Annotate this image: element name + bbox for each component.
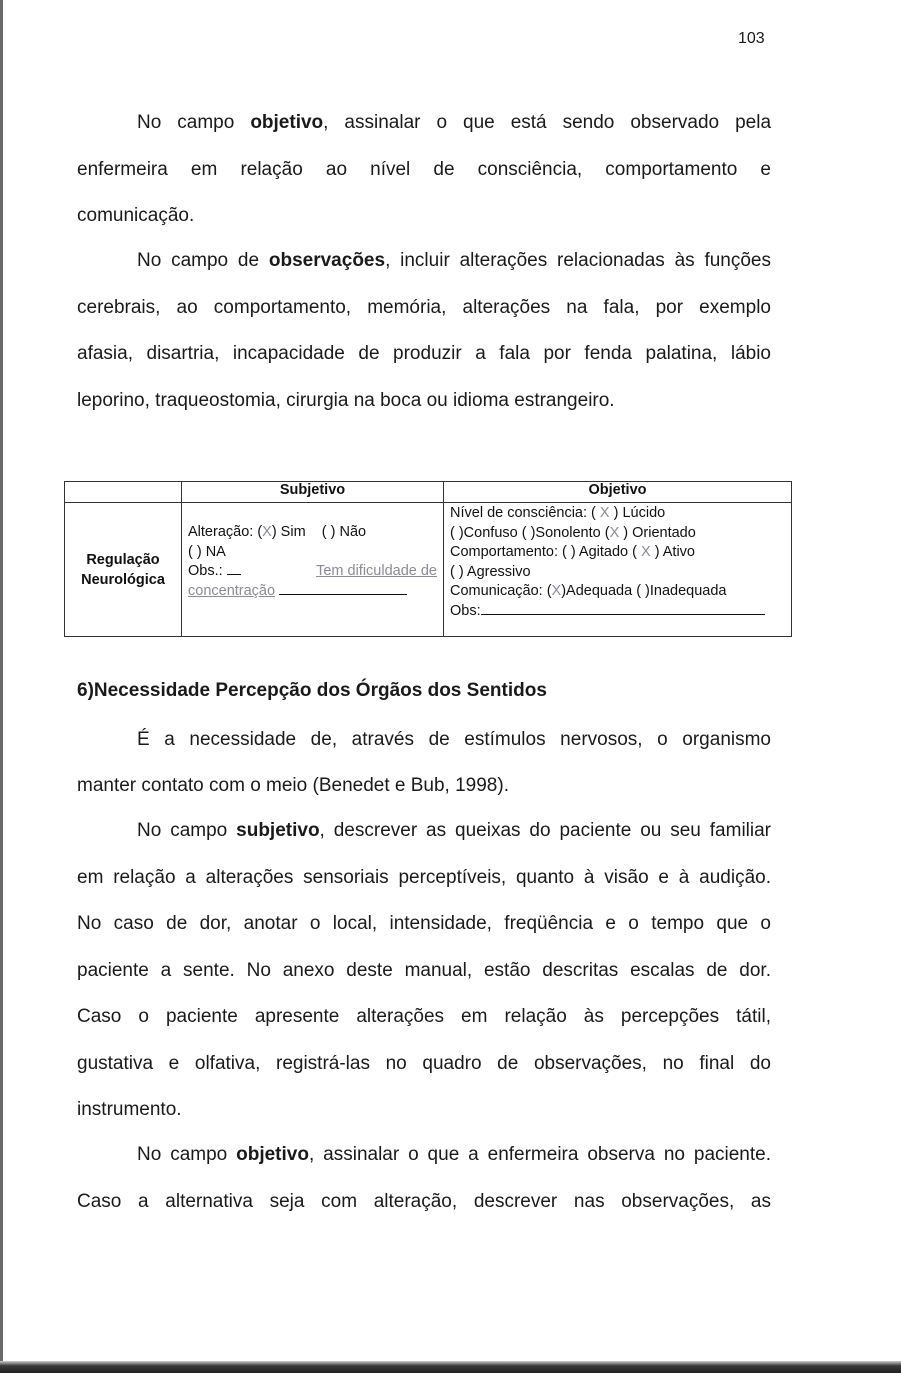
handwritten-mark: X: [599, 505, 610, 521]
scan-left-edge: [0, 0, 3, 1373]
handwritten-mark: X: [262, 524, 272, 540]
text-line: No campo de observações, incluir alterações relacionadas às funções: [137, 250, 771, 271]
text-line: cerebrais, ao comportamento, memória, alterações na fala, por exemplo: [77, 296, 771, 318]
paragraph-objective-observation: [77, 1132, 771, 1225]
text-line: manter contato com o meio (Benedet e Bub, 1998).: [77, 774, 509, 796]
consciousness-options: Nível de consciência: ( X ) Lúcido: [450, 505, 666, 521]
handwritten-obs-text: Tem dificuldade de: [316, 563, 437, 580]
paragraph-observations-field: [77, 238, 771, 424]
paragraph-definition: [77, 717, 771, 808]
consciousness-options-2: ( )Confuso ( )Sonolento (X ) Orientado: [450, 524, 696, 541]
paragraph-objective-field: [77, 100, 771, 240]
subjective-obs-line-2: [188, 582, 437, 602]
table-corner-cell: [65, 482, 182, 503]
text-line: enfermeira em relação ao nível de consciência, comportamento e: [77, 158, 771, 180]
text-line: instrumento.: [77, 1099, 182, 1120]
text-line: Caso a alternativa seja com alteração, descrever nas observações, as: [77, 1190, 771, 1212]
paragraph-subjective-field: [77, 808, 771, 1134]
objective-cell: [444, 503, 792, 637]
section-heading: 6)Necessidade Percepção dos Órgãos dos Sentidos: [77, 680, 547, 701]
behavior-options-2: ( ) Agressivo: [450, 563, 531, 580]
neurological-regulation-table: [64, 481, 792, 637]
page-number: 103: [738, 30, 765, 47]
handwritten-mark: X: [641, 544, 651, 561]
text-line: No campo objetivo, assinalar o que a enfermeira observa no paciente.: [137, 1144, 771, 1165]
na-option: ( ) NA: [188, 543, 226, 560]
text-line: em relação a alterações sensoriais perceptíveis, quanto à visão e à audição.: [77, 866, 771, 888]
text-line: afasia, disartria, incapacidade de produzir a fala por fenda palatina, lábio: [77, 343, 771, 364]
text-line: No campo objetivo, assinalar o que está sendo observado pela: [137, 112, 772, 133]
scan-bottom-edge: [0, 1361, 901, 1373]
behavior-options: Comportamento: ( ) Agitado ( X ) Ativo: [450, 544, 695, 561]
text-line: No campo subjetivo, descrever as queixas do paciente ou seu familiar: [137, 820, 772, 841]
handwritten-obs-text: concentração: [188, 582, 276, 599]
text-line: É a necessidade de, através de estímulos nervosos, o organismo: [137, 729, 771, 750]
handwritten-mark: X: [609, 524, 620, 541]
text-line: Caso o paciente apresente alterações em relação às percepções tátil,: [77, 1006, 771, 1027]
communication-options: Comunicação: (X)Adequada ( )Inadequada: [450, 583, 727, 600]
row-label-neurological-regulation: Regulação Neurológica: [65, 503, 182, 637]
text-line: gustativa e olfativa, registrá-las no quadro de observações, no final do: [77, 1052, 771, 1074]
text-line: comunicação.: [77, 205, 195, 226]
subjective-obs-line: Obs.: Tem dificuldade de: [188, 562, 437, 582]
header-subjective: Subjetivo: [182, 482, 444, 503]
text-line: leporino, traqueostomia, cirurgia na boca ou idioma estrangeiro.: [77, 389, 615, 411]
alteration-options: Alteração: (X) Sim ( ) Não: [188, 524, 367, 540]
objective-obs-line: Obs:: [450, 602, 785, 622]
header-objective: Objetivo: [444, 482, 792, 503]
handwritten-mark: X: [551, 583, 562, 600]
subjective-cell: [182, 503, 444, 637]
text-line: paciente a sente. No anexo deste manual, estão descritas escalas de dor.: [77, 959, 771, 981]
text-line: No caso de dor, anotar o local, intensidade, freqüência e o tempo que o: [77, 913, 771, 934]
